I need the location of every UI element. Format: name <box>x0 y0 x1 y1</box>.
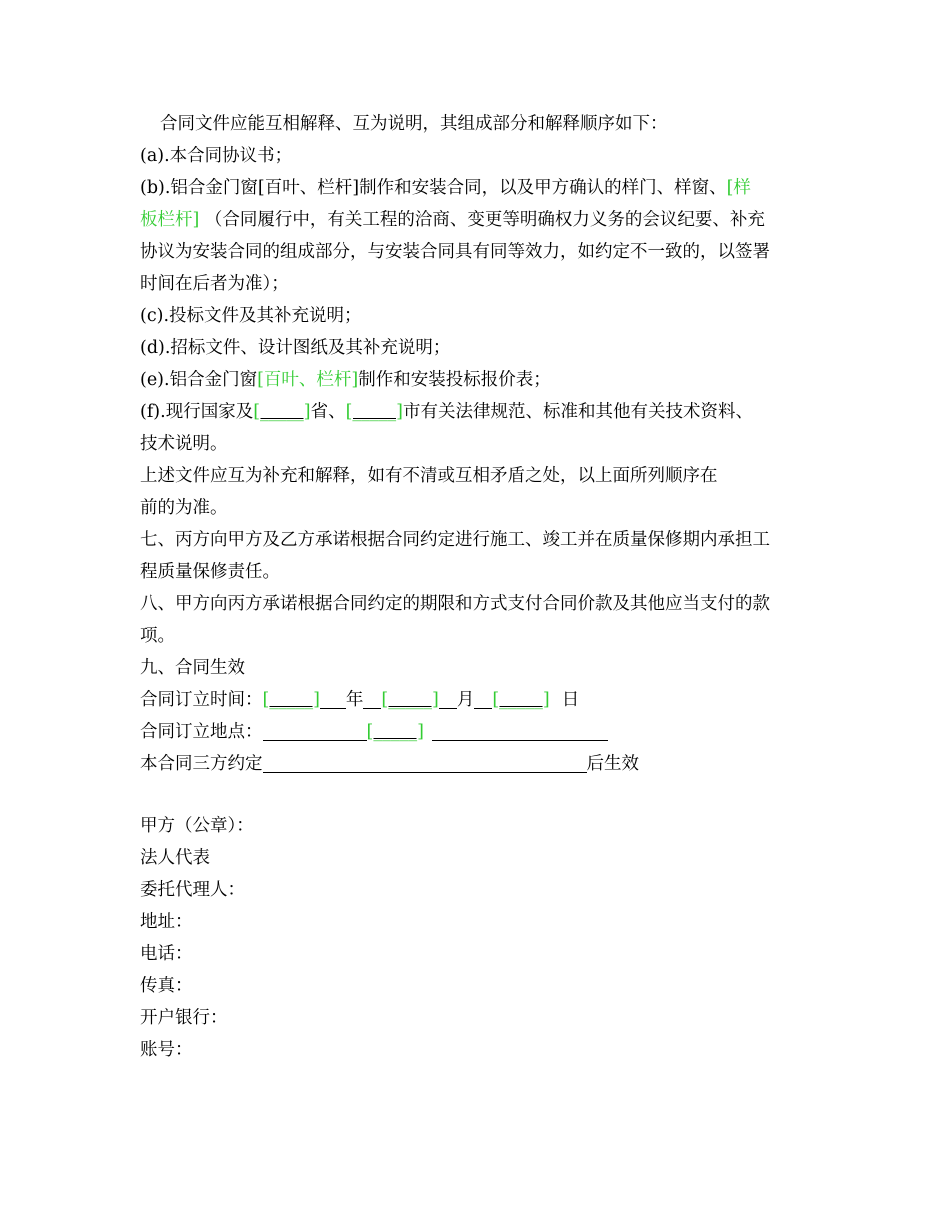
clause-8-line1: 八、甲方向丙方承诺根据合同约定的期限和方式支付合同价款及其他应当支付的款 <box>140 594 770 614</box>
effective-underline[interactable] <box>263 750 587 773</box>
item-b-green-1: [样 <box>726 178 751 198</box>
month-label: 月 <box>456 690 475 710</box>
effective-prefix: 本合同三方约定 <box>140 754 263 774</box>
item-e <box>140 364 820 396</box>
item-b-rest: （合同履行中，有关工程的洽商、变更等明确权力义务的会议纪要、补充 <box>199 210 765 230</box>
year-label: 年 <box>345 690 364 710</box>
clause-7-line2: 程质量保修责任。 <box>140 562 280 582</box>
item-f-line1 <box>140 396 820 428</box>
item-b-green-2: 板栏杆] <box>140 210 200 230</box>
day-pre-underline <box>474 686 492 709</box>
item-e-prefix: (e).铝合金门窗 <box>140 370 258 390</box>
sign-time-blank-day[interactable]: [_____] <box>492 690 550 710</box>
sign-place-label: 合同订立地点： <box>140 722 263 742</box>
item-e-green: [百叶、栏杆] <box>257 370 359 390</box>
sign-place-blank[interactable]: [_____] <box>366 722 424 742</box>
clause-9-heading: 九、合同生效 <box>140 658 245 678</box>
item-b-line1 <box>140 172 820 204</box>
sign-time-line <box>140 684 820 716</box>
item-f-mid: 省、 <box>310 402 346 422</box>
effective-suffix: 后生效 <box>586 754 639 774</box>
item-a: (a).本合同协议书； <box>140 146 293 166</box>
item-b-line2 <box>140 204 820 236</box>
party-a-agent: 委托代理人： <box>140 880 245 900</box>
party-a-address: 地址： <box>140 912 193 932</box>
sign-time-blank-year[interactable]: [_____] <box>262 690 320 710</box>
party-a-phone: 电话： <box>140 944 193 964</box>
item-f-line2: 技术说明。 <box>140 434 228 454</box>
sign-time-label: 合同订立时间： <box>140 690 263 710</box>
party-a-fax: 传真： <box>140 976 193 996</box>
effective-line <box>140 748 820 780</box>
province-blank[interactable]: [_____] <box>253 402 311 422</box>
party-a-legal-rep: 法人代表 <box>140 848 210 868</box>
item-b-line4: 时间在后者为准）； <box>140 274 289 294</box>
clause-7-line1: 七、丙方向甲方及乙方承诺根据合同约定进行施工、竣工并在质量保修期内承担工 <box>140 530 770 550</box>
city-blank[interactable]: [_____] <box>345 402 404 422</box>
intro-paragraph: 合同文件应能互相解释、互为说明，其组成部分和解释顺序如下： <box>160 114 668 134</box>
place-post-underline <box>432 718 608 741</box>
party-a-seal: 甲方（公章）： <box>140 816 254 836</box>
clause-8-line2: 项。 <box>140 626 175 646</box>
month-pre-underline <box>363 686 381 709</box>
item-e-suffix: 制作和安装投标报价表； <box>358 370 551 390</box>
day-label: 日 <box>561 690 580 710</box>
year-underline <box>320 686 346 709</box>
sign-place-line <box>140 716 820 748</box>
party-a-bank: 开户银行： <box>140 1008 228 1028</box>
order-line-1: 上述文件应互为补充和解释，如有不清或互相矛盾之处，以上面所列顺序在 <box>140 466 718 486</box>
item-b-line3: 协议为安装合同的组成部分，与安装合同具有同等效力，如约定不一致的，以签署 <box>140 242 770 262</box>
item-f-suffix: 市有关法律规范、标准和其他有关技术资料、 <box>403 402 754 422</box>
contract-document <box>140 108 820 1066</box>
item-d: (d).招标文件、设计图纸及其补充说明； <box>140 338 451 358</box>
item-f-prefix: (f).现行国家及 <box>140 402 254 422</box>
order-line-2: 前的为准。 <box>140 498 228 518</box>
item-c: (c).投标文件及其补充说明； <box>140 306 362 326</box>
party-a-account: 账号： <box>140 1040 193 1060</box>
item-b-prefix: (b).铝合金门窗[百叶、栏杆]制作和安装合同，以及甲方确认的样门、样窗、 <box>140 178 727 198</box>
sign-time-blank-month[interactable]: [_____] <box>381 690 439 710</box>
place-pre-underline <box>263 718 367 741</box>
month-underline <box>439 686 457 709</box>
